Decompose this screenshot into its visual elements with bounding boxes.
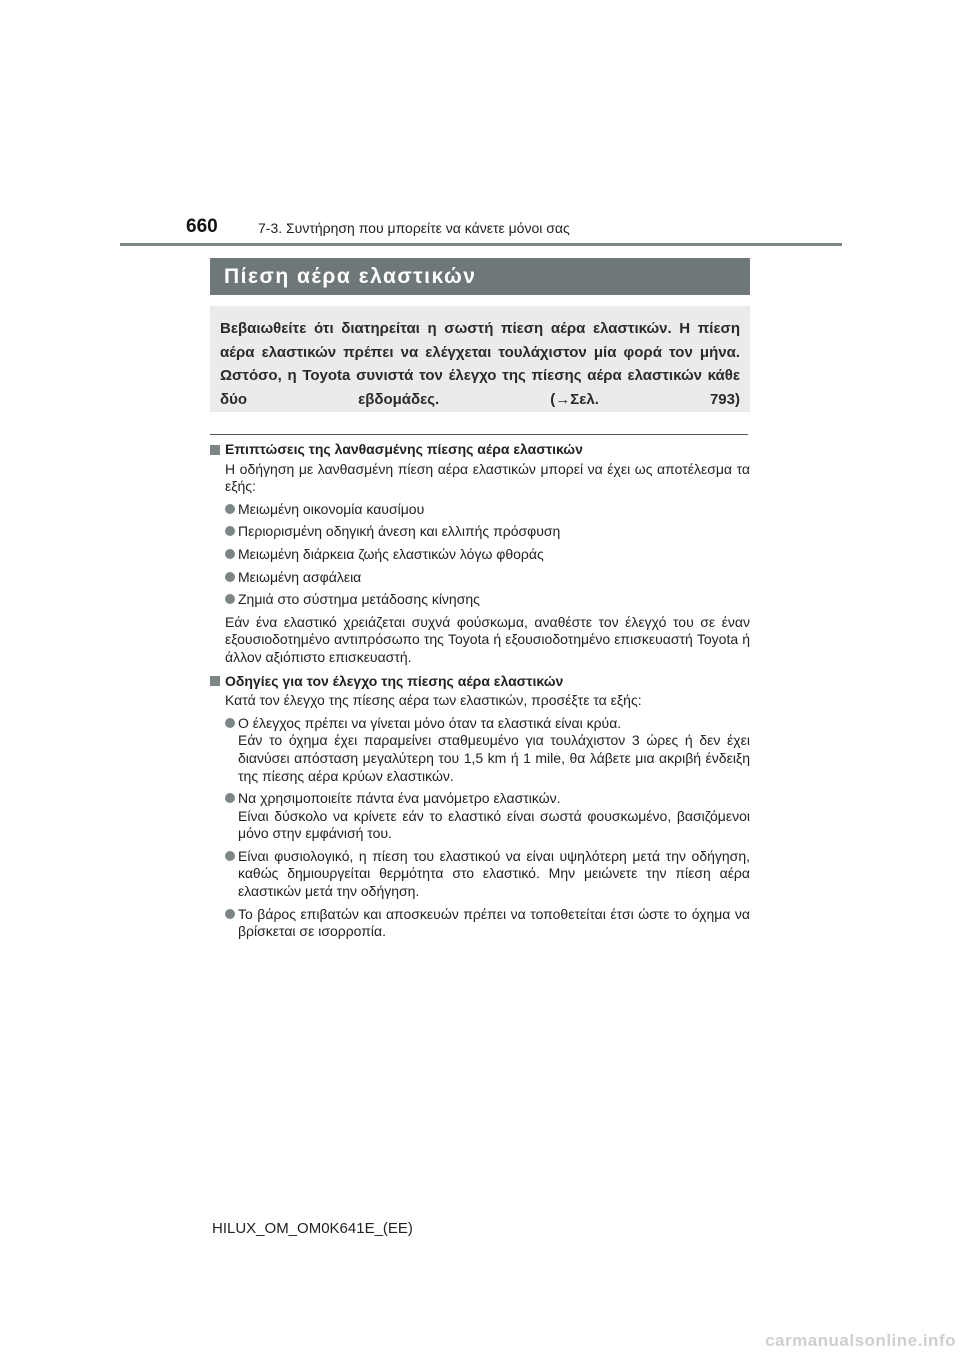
- list-item: Είναι φυσιολογικό, η πίεση του ελαστικού να είναι υψηλότερη μετά την οδήγηση, καθώς δημιουργείται θερμότητα στο ελαστικό. Μην μειώνετε την πίεση αέρα ελαστικών μετά την οδήγηση.: [225, 848, 750, 901]
- list-item: Ο έλεγχος πρέπει να γίνεται μόνο όταν τα ελαστικά είναι κρύα. Εάν το όχημα έχει παραμείνει σταθμευμένο για τουλάχιστον 3 ώρες ή δεν έχει διανύσει απόσταση μεγαλύτερη του 1,5 km ή 1 mile, θα λάβετε μια ακριβή ένδειξη της πίεσης αέρα κρύων ελαστικών.: [225, 715, 750, 785]
- list-item: Περιορισμένη οδηγική άνεση και ελλιπής πρόσφυση: [225, 523, 750, 541]
- circle-bullet-icon: [225, 504, 235, 514]
- circle-bullet-icon: [225, 549, 235, 559]
- circle-bullet-icon: [225, 718, 235, 728]
- section-title: Πίεση αέρα ελαστικών: [224, 264, 477, 288]
- subsection-heading: Επιπτώσεις της λανθασμένης πίεσης αέρα ελαστικών: [210, 441, 750, 459]
- list-item: Μειωμένη ασφάλεια: [225, 569, 750, 587]
- paragraph: Η οδήγηση με λανθασμένη πίεση αέρα ελαστικών μπορεί να έχει ως αποτέλεσμα τα εξής:: [225, 460, 750, 495]
- square-bullet-icon: [210, 445, 220, 455]
- section-divider: [210, 434, 748, 435]
- watermark: carmanualsonline.info: [765, 1331, 956, 1350]
- page-number: 660: [186, 216, 218, 237]
- list-item: Να χρησιμοποιείτε πάντα ένα μανόμετρο ελαστικών. Είναι δύσκολο να κρίνετε εάν το ελαστικό είναι σωστά φουσκωμένο, βασιζόμενοι μόνο στην εμφάνισή του.: [225, 790, 750, 843]
- content: [210, 441, 750, 941]
- list-item: Το βάρος επιβατών και αποσκευών πρέπει να τοποθετείται έτσι ώστε το όχημα να βρίσκεται σε ισορροπία.: [225, 906, 750, 941]
- list-item: Μειωμένη διάρκεια ζωής ελαστικών λόγω φθοράς: [225, 546, 750, 564]
- section-title-bar: [210, 258, 750, 295]
- circle-bullet-icon: [225, 526, 235, 536]
- header-divider: [120, 243, 842, 246]
- list-item: Μειωμένη οικονομία καυσίμου: [225, 501, 750, 519]
- paragraph: Κατά τον έλεγχο της πίεσης αέρα των ελαστικών, προσέξτε τα εξής:: [225, 692, 642, 709]
- square-bullet-icon: [210, 676, 220, 686]
- paragraph: Εάν ένα ελαστικό χρειάζεται συχνά φούσκωμα, αναθέστε τον έλεγχό του σε έναν εξουσιοδοτημένο αντιπρόσωπο της Toyota ή εξουσιοδοτημένο επισκευαστή Toyota ή άλλον αξιόπιστο επισκευαστή.: [225, 613, 750, 665]
- subsection-heading: Οδηγίες για τον έλεγχο της πίεσης αέρα ελαστικών: [210, 673, 750, 691]
- chapter-title: 7-3. Συντήρηση που μπορείτε να κάνετε μόνοι σας: [258, 220, 570, 236]
- list-item: Ζημιά στο σύστημα μετάδοσης κίνησης: [225, 591, 750, 609]
- circle-bullet-icon: [225, 572, 235, 582]
- circle-bullet-icon: [225, 594, 235, 604]
- intro-box: [210, 306, 750, 412]
- document-code: HILUX_OM_OM0K641E_(EE): [212, 1220, 413, 1237]
- circle-bullet-icon: [225, 909, 235, 919]
- circle-bullet-icon: [225, 851, 235, 861]
- intro-text: Βεβαιωθείτε ότι διατηρείται η σωστή πίεση αέρα ελαστικών. Η πίεση αέρα ελαστικών πρέπει να ελέγχεται τουλάχιστον μία φορά τον μήνα. Ωστόσο, η Toyota συνιστά τον έλεγχο της πίεσης αέρα ελαστικών κάθε δύο εβδομάδες. (→Σελ. 793): [220, 320, 740, 408]
- circle-bullet-icon: [225, 793, 235, 803]
